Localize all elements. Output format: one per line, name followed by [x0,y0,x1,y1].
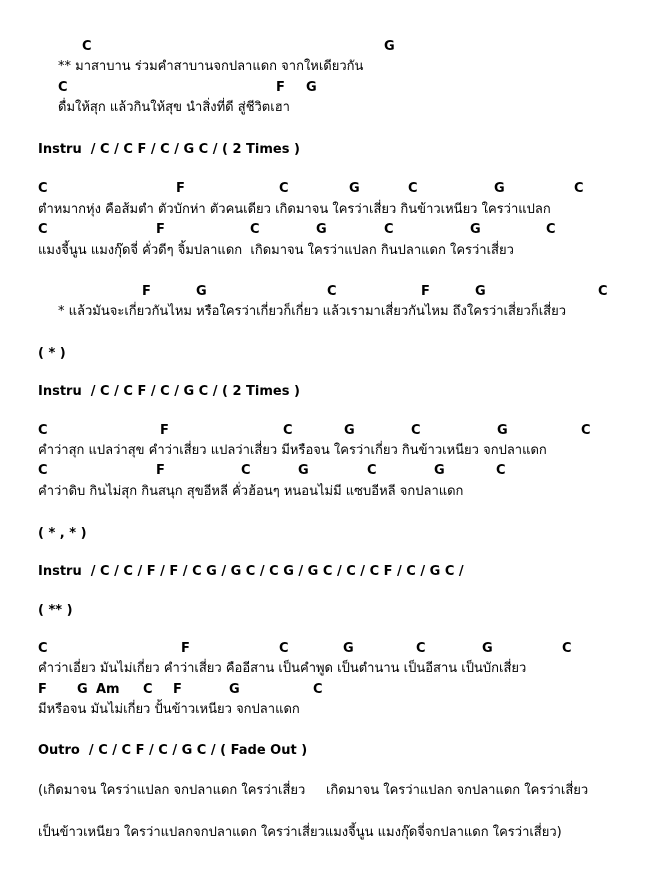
chord: F [421,284,430,299]
chord: C [279,641,289,656]
chord: C [283,423,293,438]
chord: C [143,682,153,697]
chord: C [496,463,506,478]
chord: G [298,463,309,478]
chord: G [470,222,481,237]
chord: C [574,181,584,196]
chord: F [176,181,185,196]
instru-line-1: Instru / C / C F / C / G C / ( 2 Times ) [38,142,300,157]
chord: C [367,463,377,478]
chord: G [316,222,327,237]
chord: F [160,423,169,438]
chord: C [598,284,608,299]
chord: C [546,222,556,237]
repeat-marker: ( ** ) [38,603,73,618]
chord: C [313,682,323,697]
instru-line-2: Instru / C / C F / C / G C / ( 2 Times ) [38,384,300,399]
chord: C [38,423,48,438]
lyric-line: ** มาสาบาน ร่วมคำสาบานจกปลาแดก จากใหเดียวกัน [58,59,364,74]
chord: G [475,284,486,299]
chord: C [38,181,48,196]
lyric-line: ดื่มให้สุก แล้วกินให้สุข นำสิ่งที่ดี สู่ชีวิตเฮา [58,100,290,115]
chord: G [349,181,360,196]
repeat-marker: ( * , * ) [38,526,87,541]
chord: G [497,423,508,438]
chord: C [279,181,289,196]
chord: G [196,284,207,299]
chord: G [434,463,445,478]
lyric-line: คำว่าเอี่ยว มันไม่เกี่ยว คำว่าเสี่ยว คืออีสาน เป็นคำพูด เป็นตำนาน เป็นอีสาน เป็นบักเสี่ยว [38,661,527,676]
lyric-line: คำว่าดิบ กินไม่สุก กินสนุก สุขอีหลี คั่วฮ้อนๆ หนอนไม่มี แซบอีหลี จกปลาแดก [38,484,464,499]
chord: F [38,682,47,697]
chord: F [181,641,190,656]
outro-lyric-2: เป็นข้าวเหนียว ใครว่าแปลกจกปลาแดก ใครว่าเสี่ยวแมงจี้นูน แมงกุ๊ดจี่จกปลาแดก ใครว่าเสี่ยว) [38,825,562,840]
chord: G [344,423,355,438]
repeat-marker: ( * ) [38,346,66,361]
chord: C [562,641,572,656]
lyric-line: ตำหมากหุ่ง คือส้มตำ ตัวบักห่า ตัวคนเดียว เกิดมาจน ใครว่าเสี่ยว กินข้าวเหนียว ใครว่าแปลก [38,202,551,217]
chord: C [416,641,426,656]
chord: F [156,463,165,478]
chord: G [306,80,317,95]
chord: F [142,284,151,299]
outro-line: Outro / C / C F / C / G C / ( Fade Out ) [38,743,308,758]
chord: C [250,222,260,237]
chord: C [58,80,68,95]
lyric-line: แมงจี้นูน แมงกุ๊ดจี่ คั่วดีๆ จิ้มปลาแดก เกิดมาจน ใครว่าแปลก กินปลาแดก ใครว่าเสี่ยว [38,243,514,258]
chord: G [384,39,395,54]
chord: C [38,463,48,478]
chord: C [384,222,394,237]
lyric-line: คำว่าสุก แปลว่าสุข คำว่าเสี่ยว แปลว่าเสี่ยว มีหรือจน ใครว่าเกี่ยว กินข้าวเหนียว จกปลาแดก [38,443,547,458]
chord: C [327,284,337,299]
chord: G [482,641,493,656]
chord: C [408,181,418,196]
chord: C [581,423,591,438]
outro-lyric-1: (เกิดมาจน ใครว่าแปลก จกปลาแดก ใครว่าเสี่ยว เกิดมาจน ใครว่าแปลก จกปลาแดก ใครว่าเสี่ยว [38,783,589,798]
chord: G [494,181,505,196]
chord: F [173,682,182,697]
lyric-line: * แล้วมันจะเกี่ยวกันไหม หรือใครว่าเกี่ยวก็เกี่ยว แล้วเรามาเสี่ยวกันไหม ถึงใครว่าเสี่ยวก็เสี่ยว [58,304,566,319]
instru-line-3: Instru / C / C / F / F / C G / G C / C G / G C / C / C F / C / G C / [38,564,464,579]
chord: C [82,39,92,54]
chord: G [229,682,240,697]
chord: Am [96,682,120,697]
lyric-line: มีหรือจน มันไม่เกี่ยว ปั้นข้าวเหนียว จกปลาแดก [38,702,300,717]
chord: C [38,222,48,237]
chord: G [343,641,354,656]
chord: G [77,682,88,697]
chord: C [38,641,48,656]
chord: C [241,463,251,478]
chord: F [276,80,285,95]
chord: F [156,222,165,237]
chord: C [411,423,421,438]
